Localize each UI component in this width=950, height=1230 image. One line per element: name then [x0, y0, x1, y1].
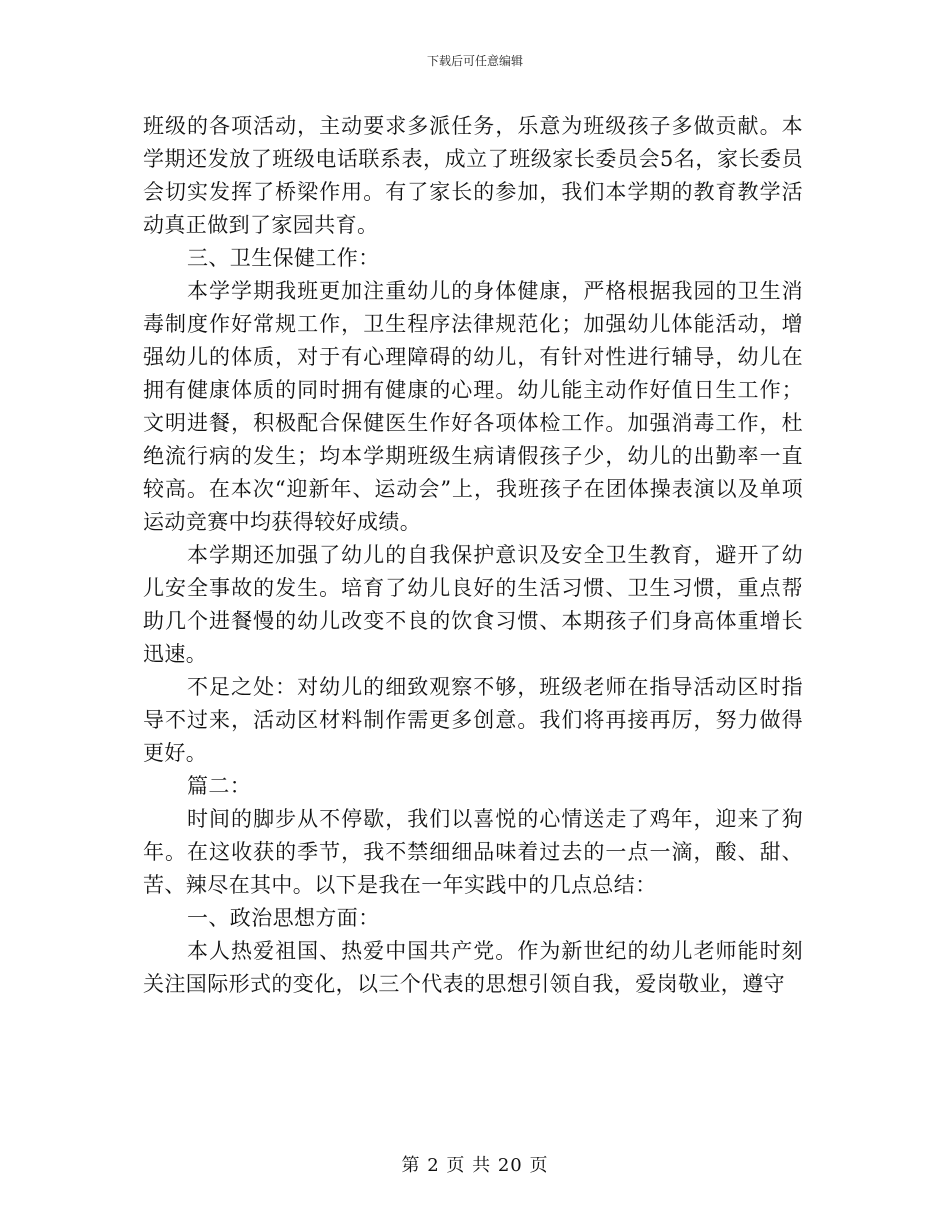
- paragraph-continuation: 班级的各项活动，主动要求多派任务，乐意为班级孩子多做贡献。本学期还发放了班级电话联系表，成立了班级家长委员会5名，家长委员会切实发挥了桥梁作用。有了家长的参加，我们本学期的教育教学活动真正做到了家园共育。: [143, 114, 803, 237]
- page-header-note: 下载后可任意编辑: [426, 54, 523, 68]
- paragraph-intro: 时间的脚步从不停歇，我们以喜悦的心情送走了鸡年，迎来了狗年。在这收获的季节，我不禁细细品味着过去的一点一滴，酸、甜、苦、辣尽在其中。以下是我在一年实践中的几点总结：: [143, 807, 803, 897]
- page-number-footer: 第 2 页 共 20 页: [401, 1155, 549, 1176]
- paragraph-political: 本人热爱祖国、热爱中国共产党。作为新世纪的幼儿老师能时刻关注国际形式的变化，以三个代表的思想引领自我，爱岗敬业，遵守: [143, 939, 803, 996]
- section-heading-political: 一、政治思想方面：: [187, 906, 380, 930]
- section-heading-part-two: 篇二：: [187, 774, 252, 798]
- paragraph-safety: 本学期还加强了幼儿的自我保护意识及安全卫生教育，避开了幼儿安全事故的发生。培育了幼儿良好的生活习惯、卫生习惯，重点帮助几个进餐慢的幼儿改变不良的饮食习惯、本期孩子们身高体重增长迅速。: [143, 543, 803, 666]
- paragraph-hygiene: 本学学期我班更加注重幼儿的身体健康，严格根据我园的卫生消毒制度作好常规工作，卫生程序法律规范化；加强幼儿体能活动，增强幼儿的体质，对于有心理障碍的幼儿，有针对性进行辅导，幼儿在拥有健康体质的同时拥有健康的心理。幼儿能主动作好值日生工作；文明进餐，积极配合保健医生作好各项体检工作。加强消毒工作，杜绝流行病的发生；均本学期班级生病请假孩子少，幼儿的出勤率一直较高。在本次“迎新年、运动会”上，我班孩子在团体操表演以及单项运动竞赛中均获得较好成绩。: [143, 279, 803, 534]
- section-heading-hygiene: 三、卫生保健工作：: [187, 246, 380, 270]
- document-body: [143, 110, 803, 1001]
- paragraph-shortcomings: 不足之处：对幼儿的细致观察不够，班级老师在指导活动区时指导不过来，活动区材料制作需更多创意。我们将再接再厉，努力做得更好。: [143, 675, 803, 765]
